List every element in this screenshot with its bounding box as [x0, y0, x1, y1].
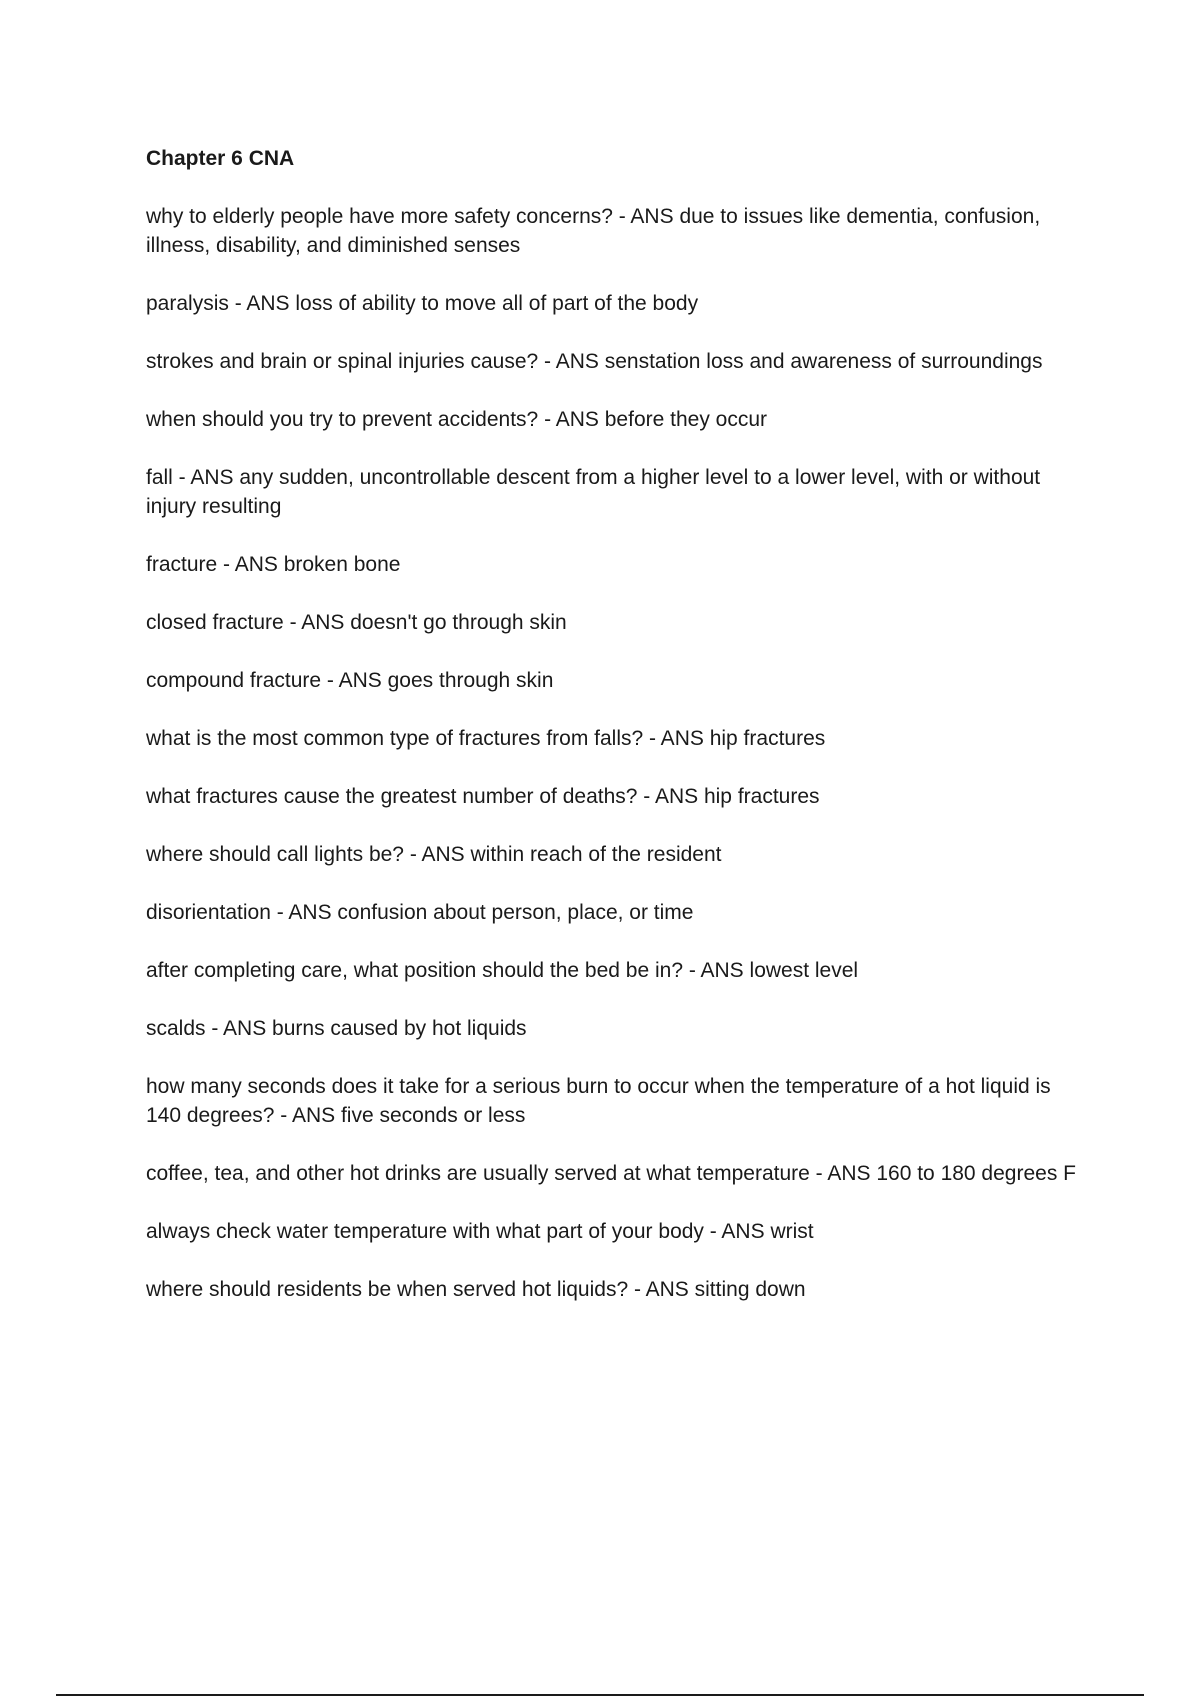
qa-item: what fractures cause the greatest number of deaths? - ANS hip fractures: [146, 785, 820, 808]
qa-item: fall - ANS any sudden, uncontrollable descent from a higher level to a lower level, with or without injury resulting: [146, 466, 1041, 518]
document-body: [146, 146, 1086, 1333]
qa-item: what is the most common type of fractures from falls? - ANS hip fractures: [146, 727, 826, 750]
qa-item: where should residents be when served hot liquids? - ANS sitting down: [146, 1278, 806, 1301]
qa-item: where should call lights be? - ANS within reach of the resident: [146, 843, 722, 866]
qa-item: closed fracture - ANS doesn't go through skin: [146, 611, 567, 634]
qa-item: disorientation - ANS confusion about person, place, or time: [146, 901, 694, 924]
qa-item: when should you try to prevent accidents? - ANS before they occur: [146, 408, 768, 431]
qa-item: fracture - ANS broken bone: [146, 553, 401, 576]
qa-item: paralysis - ANS loss of ability to move all of part of the body: [146, 292, 699, 315]
qa-item: compound fracture - ANS goes through skin: [146, 669, 554, 692]
qa-item: after completing care, what position should the bed be in? - ANS lowest level: [146, 959, 859, 982]
qa-item: strokes and brain or spinal injuries cause? - ANS senstation loss and awareness of surroundings: [146, 350, 1043, 373]
qa-item: coffee, tea, and other hot drinks are usually served at what temperature - ANS 160 to 180 degrees F: [146, 1162, 1076, 1185]
document-title: Chapter 6 CNA: [146, 147, 295, 170]
qa-item: always check water temperature with what part of your body - ANS wrist: [146, 1220, 814, 1243]
qa-item: why to elderly people have more safety concerns? - ANS due to issues like dementia, confusion, illness, disability, and diminished senses: [146, 205, 1041, 257]
qa-item: how many seconds does it take for a serious burn to occur when the temperature of a hot liquid is 140 degrees? - ANS five seconds or less: [146, 1075, 1051, 1127]
page-bottom-divider: [56, 1694, 1144, 1696]
qa-item: scalds - ANS burns caused by hot liquids: [146, 1017, 527, 1040]
